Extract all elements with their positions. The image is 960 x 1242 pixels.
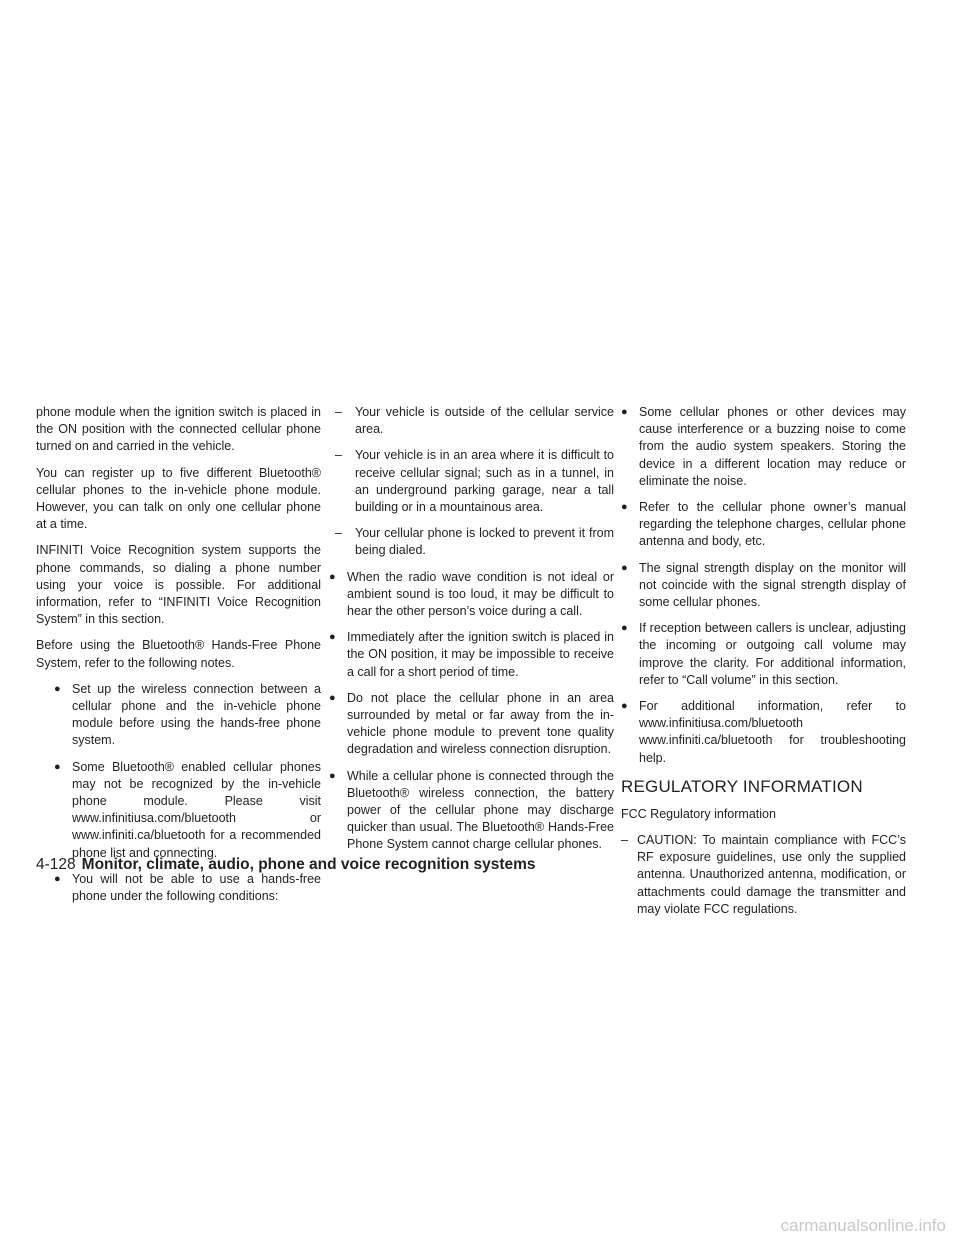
page-number: 4-128: [36, 856, 76, 873]
bullet-text: If reception between callers is unclear, adjusting the incoming or outgoing call volume may improve the clarity. For additional information, refer to “Call volume” in this section.: [639, 621, 906, 687]
bullet-icon: ●: [329, 570, 336, 583]
dash-item: [621, 832, 906, 918]
bullet-item: [621, 404, 906, 490]
bullet-icon: ●: [54, 760, 61, 773]
dash-text: CAUTION: To maintain compliance with FCC’s RF exposure guidelines, use only the supplied antenna. Unauthorized antenna, modification, or attachments could damage the transmitter and may violate FCC regulations.: [637, 833, 906, 916]
dash-text: Your vehicle is in an area where it is difficult to receive cellular signal; such as in a tunnel, in an underground parking garage, near a tall building or in a mountainous area.: [355, 448, 614, 515]
section-title: Monitor, climate, audio, phone and voice recognition systems: [81, 856, 536, 873]
bullet-icon: ●: [621, 561, 628, 574]
bullet-item: [329, 690, 614, 759]
bullet-item: [54, 759, 321, 862]
dash-item: [329, 404, 614, 438]
bullet-text: Set up the wireless connection between a cellular phone and the in-vehicle phone module before using the hands-free phone system.: [72, 681, 321, 748]
bullet-icon: ●: [621, 406, 628, 418]
paragraph: Before using the Bluetooth® Hands-Free Phone System, refer to the following notes.: [36, 638, 321, 670]
bullet-text: Do not place the cellular phone in an area surrounded by metal or far away from the in-vehicle phone module to prevent tone quality degradation and wireless connection disruption.: [347, 690, 614, 757]
paragraph: INFINITI Voice Recognition system supports the phone commands, so dialing a phone number using your voice is possible. For additional information, refer to “INFINITI Voice Recognition System” in this section.: [36, 543, 321, 627]
bullet-icon: ●: [621, 700, 628, 713]
bullet-text: Some Bluetooth® enabled cellular phones may not be recognized by the in-vehicle phone module. Please visit www.infinitiusa.com/bluetooth or www.infiniti.ca/bluetooth for a recommended phone list and connecting.: [72, 759, 321, 860]
bullet-item: [621, 620, 906, 689]
bullet-icon: ●: [329, 631, 336, 644]
paragraph: You can register up to five different Bluetooth® cellular phones to the in-vehicle phone module. However, you can talk on only one cellular phone at a time.: [36, 465, 321, 532]
bullet-item: [621, 560, 906, 612]
column-3: [621, 404, 906, 927]
bullet-item: [621, 499, 906, 551]
bullet-item: [329, 569, 614, 621]
bullet-item: [329, 768, 614, 854]
dash-icon: –: [621, 833, 628, 848]
bullet-item: [329, 629, 614, 681]
bullet-icon: ●: [621, 501, 628, 514]
column-2: [329, 404, 614, 863]
bullet-item: [54, 681, 321, 750]
dash-text: Your vehicle is outside of the cellular service area.: [355, 405, 614, 437]
page-footer: [36, 855, 536, 875]
paragraph: phone module when the ignition switch is placed in the ON position with the connected cellular phone turned on and carried in the vehicle.: [36, 405, 321, 454]
bullet-text: You will not be able to use a hands-free phone under the following conditions:: [72, 871, 321, 904]
bullet-icon: ●: [329, 691, 336, 704]
bullet-text: Immediately after the ignition switch is placed in the ON position, it may be impossible to receive a call for a short period of time.: [347, 630, 614, 679]
subheading: FCC Regulatory information: [621, 806, 776, 821]
bullet-item: [54, 871, 321, 905]
bullet-text: When the radio wave condition is not ideal or ambient sound is too loud, it may be difficult to hear the other person’s voice during a call.: [347, 569, 614, 619]
bullet-text: The signal strength display on the monitor will not coincide with the signal strength display of some cellular phones.: [639, 560, 906, 610]
bullet-icon: ●: [621, 622, 628, 635]
bullet-text: Refer to the cellular phone owner’s manual regarding the telephone charges, cellular phone antenna and body, etc.: [639, 500, 906, 549]
bullet-icon: ●: [54, 872, 61, 885]
section-heading: REGULATORY INFORMATION: [621, 776, 863, 796]
column-1: [36, 404, 321, 914]
bullet-icon: ●: [54, 682, 61, 695]
dash-item: [329, 447, 614, 516]
dash-item: [329, 525, 614, 559]
bullet-icon: ●: [329, 769, 336, 782]
watermark: carmanualsonline.info: [780, 1216, 946, 1235]
dash-icon: –: [335, 448, 342, 463]
dash-icon: –: [335, 526, 342, 541]
dash-text: Your cellular phone is locked to prevent it from being dialed.: [355, 526, 614, 558]
dash-icon: –: [335, 405, 342, 419]
bullet-text: For additional information, refer to www.infinitiusa.com/bluetooth www.infiniti.ca/bluetooth for troubleshooting help.: [639, 699, 906, 765]
bullet-item: [621, 698, 906, 767]
bullet-text: Some cellular phones or other devices may cause interference or a buzzing noise to come from the audio system speakers. Storing the device in a different location may reduce or eliminate the noise.: [639, 405, 906, 488]
bullet-text: While a cellular phone is connected through the Bluetooth® wireless connection, the battery power of the cellular phone may discharge quicker than usual. The Bluetooth® Hands-Free Phone System cannot charge cellular phones.: [347, 768, 614, 852]
